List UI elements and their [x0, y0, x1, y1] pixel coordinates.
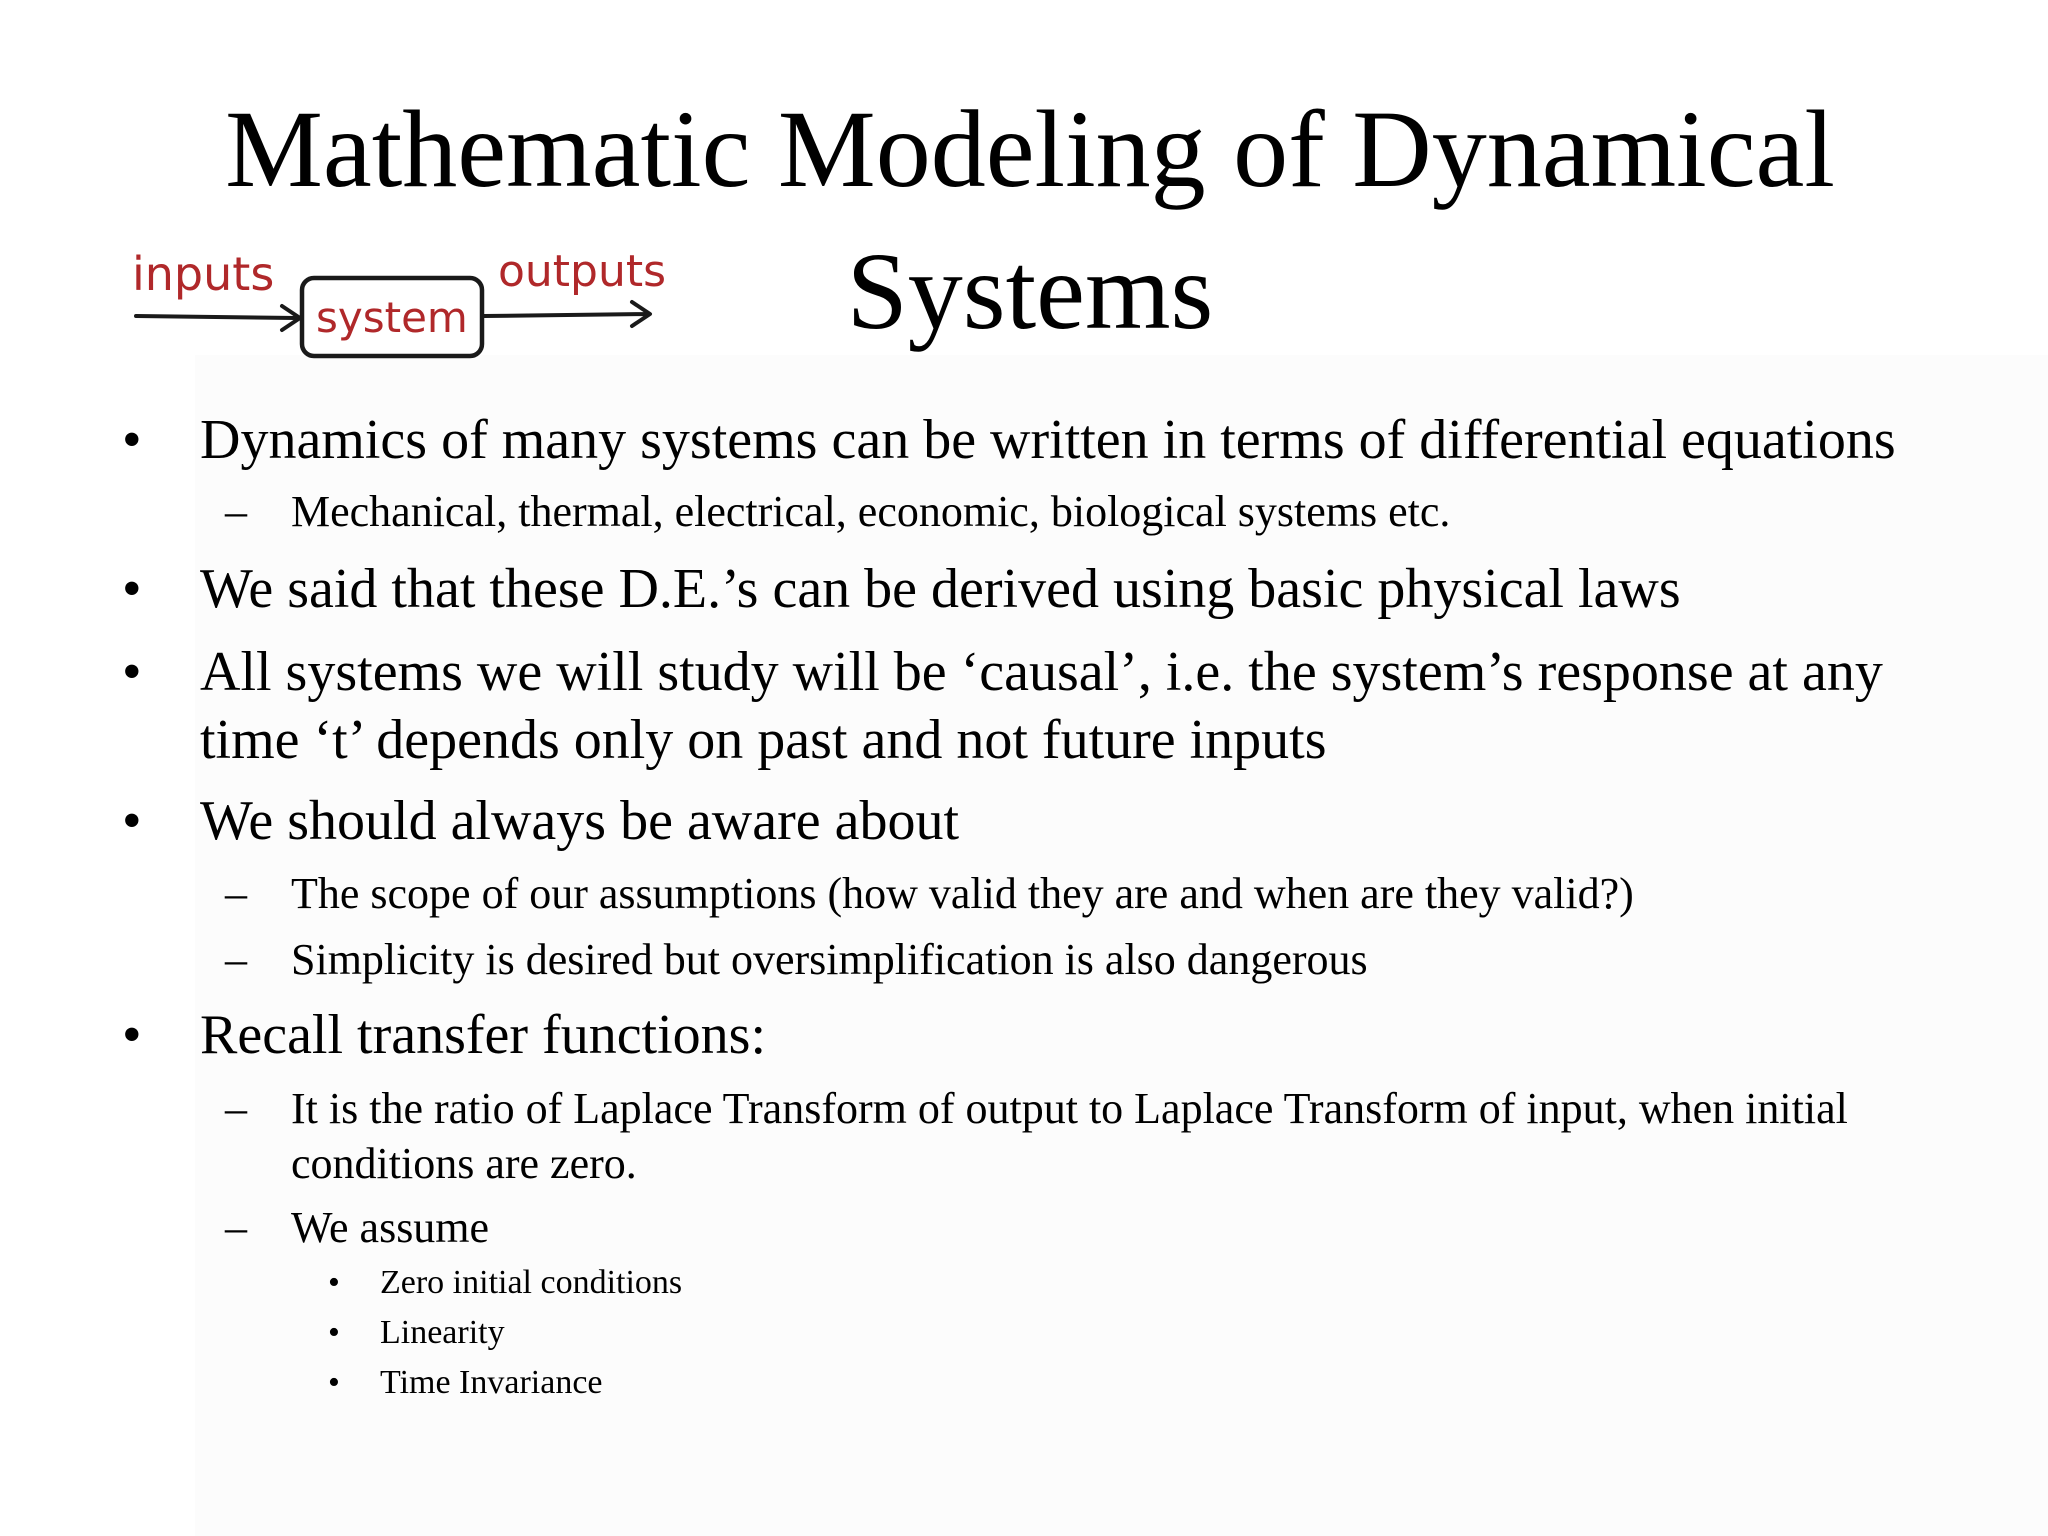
- sub-bullet-text: Mechanical, thermal, electrical, economic, biological systems etc.: [291, 487, 1451, 536]
- bullet-marker: •: [122, 1004, 142, 1066]
- sub-bullet-system-types: [225, 484, 1925, 539]
- sub-bullet-text: Simplicity is desired but oversimplification is also dangerous: [291, 935, 1368, 984]
- list-item-linearity: [328, 1309, 1728, 1357]
- list-item-time-invariance: [328, 1359, 1728, 1407]
- bullet-marker: •: [122, 558, 142, 620]
- sub-bullet-assumptions-scope: [225, 866, 1925, 921]
- list-item-text: Time Invariance: [380, 1364, 603, 1401]
- bullet-causal: [122, 638, 1942, 774]
- bullet-text: All systems we will study will be ‘causal’, i.e. the system’s response at any time ‘t’ depends only on past and not future inputs: [200, 641, 1883, 771]
- bullet-marker: •: [328, 1364, 340, 1401]
- bullet-marker: •: [328, 1314, 340, 1351]
- sub-bullet-text: We assume: [291, 1203, 490, 1252]
- diagram-inputs-label: inputs: [132, 247, 275, 301]
- bullet-marker: •: [328, 1264, 340, 1301]
- diagram-system-label: system: [316, 293, 468, 342]
- sub-bullet-transfer-definition: [225, 1081, 1925, 1191]
- bullet-text: We should always be aware about: [200, 790, 960, 852]
- dash-marker: –: [225, 1203, 247, 1252]
- list-item-zero-initial-conditions: [328, 1259, 1728, 1307]
- bullet-dynamics: [122, 406, 1942, 474]
- dash-marker: –: [225, 487, 247, 536]
- dash-marker: –: [225, 935, 247, 984]
- list-item-text: Linearity: [380, 1314, 505, 1351]
- slide-title: Mathematic Modeling of Dynamical Systems: [225, 88, 1835, 352]
- bullet-derivation: [122, 555, 1942, 623]
- sub-bullet-we-assume: [225, 1200, 1925, 1255]
- bullet-marker: •: [122, 641, 142, 703]
- dash-marker: –: [225, 1084, 247, 1133]
- diagram-outputs-label: outputs: [498, 246, 667, 297]
- bullet-marker: •: [122, 409, 142, 471]
- list-item-text: Zero initial conditions: [380, 1264, 683, 1301]
- sub-bullet-simplicity: [225, 932, 1925, 987]
- sub-bullet-text: It is the ratio of Laplace Transform of output to Laplace Transform of input, when initial conditions are zero.: [291, 1084, 1848, 1188]
- bullet-text: We said that these D.E.’s can be derived using basic physical laws: [200, 558, 1681, 620]
- dash-marker: –: [225, 869, 247, 918]
- bullet-marker: •: [122, 790, 142, 852]
- sub-bullet-text: The scope of our assumptions (how valid they are and when are they valid?): [291, 869, 1634, 918]
- bullet-text: Dynamics of many systems can be written in terms of differential equations: [200, 409, 1896, 471]
- bullet-transfer-functions: [122, 1001, 1942, 1069]
- bullet-awareness: [122, 787, 1942, 855]
- bullet-text: Recall transfer functions:: [200, 1004, 767, 1066]
